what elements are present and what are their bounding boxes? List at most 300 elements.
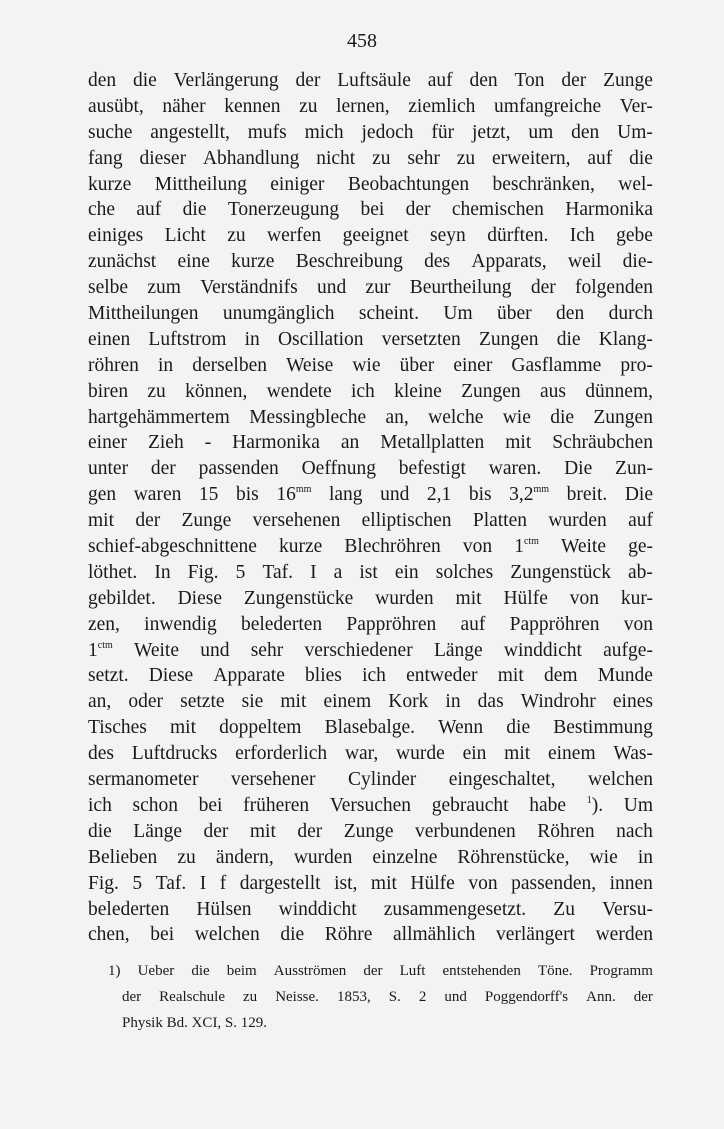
word: Versuchen — [329, 794, 412, 816]
word: der — [295, 70, 321, 91]
word: 1) — [108, 963, 121, 979]
word: aus — [539, 380, 566, 402]
text-line — [88, 353, 653, 379]
word: bei — [360, 199, 385, 221]
word: der — [135, 510, 161, 532]
word: Weite — [133, 639, 179, 661]
word: Platten — [472, 510, 528, 532]
word: Ton — [514, 70, 545, 91]
word: pro- — [620, 354, 653, 376]
word: Ann. — [586, 989, 616, 1005]
word: 5 — [235, 561, 246, 583]
word: Munde — [597, 665, 653, 687]
footnote-line — [108, 958, 653, 984]
text-line — [88, 197, 653, 223]
word: Zunge — [181, 510, 232, 532]
word: In — [154, 561, 171, 583]
text-line — [88, 172, 653, 198]
word: 2 — [418, 989, 427, 1005]
word: Ausströmen — [273, 963, 347, 979]
text-line — [88, 405, 653, 431]
word: kurze — [279, 536, 323, 558]
word: Luftdrucks — [131, 743, 218, 765]
word: einem — [547, 743, 596, 765]
text-line — [88, 249, 653, 275]
superscript: 1 — [586, 794, 592, 806]
word: und — [444, 989, 467, 1005]
word: wurden — [548, 510, 607, 532]
word: belederten — [240, 613, 323, 635]
word: röhren — [88, 354, 139, 376]
word: die — [280, 924, 305, 946]
word: Oeffnung — [301, 458, 376, 480]
word: setzt. — [88, 665, 129, 687]
word: mit — [249, 820, 276, 842]
word: zu — [299, 95, 318, 117]
text-line — [88, 456, 653, 482]
word: belederten — [88, 898, 170, 920]
word: ein — [462, 743, 487, 765]
word: eingeschaltet, — [448, 769, 556, 791]
word: der — [363, 963, 383, 979]
word: Harmonika — [232, 432, 320, 454]
word: habe — [529, 794, 567, 816]
word: Apparate — [213, 665, 285, 687]
word: Blechröhren — [344, 536, 441, 558]
word: dargestellt — [239, 872, 321, 894]
word: werden — [595, 924, 653, 946]
word: Kork — [388, 691, 429, 713]
word: welchen — [588, 769, 653, 791]
word: setzte — [180, 691, 225, 713]
word: zum — [147, 277, 181, 299]
word: Taf. — [155, 872, 187, 894]
word: Röhrenstücke, — [457, 846, 570, 868]
word: Um — [623, 794, 653, 816]
word: Hülsen — [196, 898, 252, 920]
word: sehr — [407, 147, 440, 169]
word: Metallplatten — [380, 432, 485, 454]
word: mufs — [247, 121, 287, 143]
word: suche — [88, 121, 133, 143]
word: Harmonika — [565, 199, 653, 221]
word: mit — [497, 665, 524, 687]
superscript: ctm — [97, 639, 113, 651]
word: mit — [88, 510, 115, 532]
word: zu — [243, 989, 258, 1005]
text-line — [88, 430, 653, 456]
word: das — [477, 691, 504, 713]
word: Versu- — [602, 898, 653, 920]
word: dieser — [139, 147, 187, 169]
word: ein — [394, 561, 419, 583]
word: Zu — [553, 898, 575, 920]
word: Töne. — [537, 963, 573, 979]
word: wendete — [266, 380, 332, 402]
word: in — [637, 846, 653, 868]
word: löthet. — [88, 561, 138, 583]
word: 15 — [198, 484, 219, 506]
word: Neisse. — [275, 989, 319, 1005]
word: welche — [428, 406, 484, 428]
word: eines — [612, 691, 653, 713]
word: Zungen — [593, 406, 653, 428]
word: geeignet — [342, 225, 409, 247]
word: bei — [198, 794, 223, 816]
word: die — [506, 717, 531, 739]
word: wel- — [618, 173, 653, 195]
word: Schräubchen — [552, 432, 653, 454]
page-number: 458 — [347, 30, 377, 52]
word: Zungen — [478, 328, 539, 350]
word: auf — [628, 510, 653, 532]
text-line — [88, 94, 653, 120]
word: sehr — [250, 639, 284, 661]
word: biren — [88, 380, 129, 402]
text-line — [88, 845, 653, 871]
word: Luftsäule — [337, 70, 411, 91]
word: breit. — [566, 484, 608, 506]
word: die — [629, 147, 653, 169]
word: von — [468, 872, 498, 894]
word: scheint. — [358, 303, 419, 325]
word: S. — [388, 989, 401, 1005]
word: die- — [622, 251, 653, 273]
word: durch — [608, 303, 653, 325]
word: zen, — [88, 613, 120, 635]
word: Die — [564, 458, 593, 480]
word: welchen — [194, 924, 260, 946]
word: kur- — [620, 587, 653, 609]
word: Hülfe — [410, 872, 455, 894]
word: Zungenstück — [510, 561, 611, 583]
word: an, — [385, 406, 409, 428]
word: von — [569, 587, 599, 609]
text-line — [88, 223, 653, 249]
word: in — [158, 354, 174, 376]
text-line — [88, 586, 653, 612]
word: zusammengesetzt. — [383, 898, 527, 920]
text-line — [88, 715, 653, 741]
word: die — [132, 70, 157, 91]
word: hartgehämmertem — [88, 406, 230, 428]
word: der — [150, 458, 176, 480]
word: von — [623, 613, 653, 635]
superscript: mm — [533, 484, 550, 496]
word: seyn — [430, 225, 466, 247]
text-line — [88, 327, 653, 353]
word: Tonerzeugung — [227, 199, 340, 221]
body-text — [88, 68, 653, 948]
word: gebildet. — [88, 587, 156, 609]
word: Röhre — [324, 924, 373, 946]
word: Zungenstücke — [243, 587, 354, 609]
word: befestigt — [398, 458, 466, 480]
word: lernen, — [336, 95, 390, 117]
word: werfen — [267, 225, 322, 247]
word: mit — [505, 432, 532, 454]
word: näher — [162, 95, 206, 117]
word: Verständnifs — [200, 277, 298, 299]
word: ich — [88, 794, 112, 816]
word: einzelne — [372, 846, 438, 868]
word: Pappröhren — [509, 613, 600, 635]
word: verschiedener — [304, 639, 413, 661]
word: versetzten — [381, 328, 461, 350]
word: versehener — [231, 769, 316, 791]
word: f — [219, 872, 227, 894]
word: Weite — [561, 536, 607, 558]
word: ausübt, — [88, 95, 144, 117]
word: $1^{ctm}$ — [514, 536, 539, 558]
word: den — [88, 70, 117, 91]
word: an — [340, 432, 360, 454]
word: ist — [359, 561, 378, 583]
word: entweder — [406, 665, 478, 687]
word: oder — [128, 691, 164, 713]
text-line — [88, 767, 653, 793]
word: unter — [88, 458, 129, 480]
word: die — [191, 963, 210, 979]
word: Cylinder — [348, 769, 417, 791]
text-line — [88, 897, 653, 923]
word: bis — [235, 484, 259, 506]
word: ziemlich — [408, 95, 476, 117]
word: waren — [133, 484, 182, 506]
word: um — [528, 121, 554, 143]
word: Programm — [589, 963, 653, 979]
word: über — [399, 354, 435, 376]
word: chen, — [88, 924, 130, 946]
word: zu — [456, 147, 476, 169]
word: erweitern, — [491, 147, 571, 169]
word: Beschreibung — [295, 251, 403, 273]
word: einiger — [270, 173, 325, 195]
word: 5 — [132, 872, 143, 894]
word: Bestimmung — [553, 717, 653, 739]
word: mit — [455, 587, 482, 609]
word: beschränken, — [492, 173, 595, 195]
word: verbundenen — [415, 820, 516, 842]
word: Pappröhren — [346, 613, 437, 635]
word: Ich — [569, 225, 595, 247]
footnote-line — [108, 984, 653, 1010]
word: Klang- — [598, 328, 653, 350]
word: die — [550, 406, 575, 428]
word: Ueber — [137, 963, 175, 979]
word: in — [445, 691, 461, 713]
word: Diese — [148, 665, 194, 687]
word: beim — [226, 963, 257, 979]
word: I — [199, 872, 207, 894]
text-line — [88, 275, 653, 301]
text-line — [88, 612, 653, 638]
word: mit — [280, 691, 307, 713]
word: fang — [88, 147, 123, 169]
word: der — [122, 989, 142, 1005]
word: ich — [350, 380, 375, 402]
word: von — [462, 536, 493, 558]
word: dem — [543, 665, 578, 687]
word: früheren — [243, 794, 310, 816]
word: dünnem, — [585, 380, 653, 402]
word: angestellt, — [150, 121, 230, 143]
word: selbe — [88, 277, 129, 299]
word: ändern, — [215, 846, 274, 868]
word: bei — [150, 924, 175, 946]
word: zunächst — [88, 251, 157, 273]
word: Realschule — [159, 989, 225, 1005]
word: che — [88, 199, 116, 221]
word: die — [182, 199, 207, 221]
word: winddicht — [503, 639, 582, 661]
word: Abhandlung — [202, 147, 300, 169]
word: Blasebalge. — [324, 717, 416, 739]
word: passenden — [198, 458, 279, 480]
word: versehenen — [252, 510, 341, 532]
text-line — [88, 560, 653, 586]
word: die — [556, 328, 581, 350]
word: einen — [88, 328, 131, 350]
word: wurde — [396, 743, 445, 765]
word: - — [204, 432, 212, 454]
word: gebraucht — [431, 794, 509, 816]
word: elliptischen — [361, 510, 452, 532]
word: doppeltem — [219, 717, 302, 739]
text-line — [88, 508, 653, 534]
word: einiges — [88, 225, 144, 247]
word: kurze — [88, 173, 132, 195]
word: ich — [362, 665, 386, 687]
word: Verlängerung — [173, 70, 279, 91]
word: auf — [587, 147, 613, 169]
word: $16^{mm}$ — [276, 484, 312, 506]
text-line — [88, 663, 653, 689]
word: inwendig — [144, 613, 217, 635]
word: sie — [241, 691, 264, 713]
text-line — [88, 482, 653, 508]
word: den — [469, 70, 498, 91]
word: $3,2^{mm}$ — [509, 484, 550, 506]
word: dürften. — [487, 225, 549, 247]
word: Hülfe — [503, 587, 548, 609]
word: jedoch — [361, 121, 414, 143]
word: $^1$). — [586, 794, 604, 816]
word: Windrohr — [520, 691, 596, 713]
word: Beurtheilung — [409, 277, 512, 299]
word: mit — [504, 743, 531, 765]
word: zu — [177, 846, 196, 868]
word: den — [571, 121, 600, 143]
text-line — [88, 741, 653, 767]
word: Fig. — [187, 561, 219, 583]
text-line — [88, 68, 653, 94]
word: wie — [589, 846, 618, 868]
word: Poggendorff's — [484, 989, 569, 1005]
word: Weise — [286, 354, 334, 376]
word: Zungen — [461, 380, 521, 402]
superscript: ctm — [523, 536, 539, 548]
word: Zieh — [147, 432, 184, 454]
word: I — [310, 561, 317, 583]
word: winddicht — [278, 898, 357, 920]
text-line — [88, 689, 653, 715]
word: eine — [177, 251, 210, 273]
word: allmählich — [393, 924, 476, 946]
word: Mittheilung — [154, 173, 247, 195]
word: und — [380, 484, 410, 506]
word: mich — [304, 121, 344, 143]
word: für — [431, 121, 455, 143]
word: war, — [344, 743, 379, 765]
word: Um- — [617, 121, 653, 143]
word: der — [297, 820, 323, 842]
word: Zunge — [603, 70, 653, 91]
word: einer — [88, 432, 127, 454]
word: Luftstrom — [148, 328, 227, 350]
word: der — [530, 277, 556, 299]
word: Röhren — [537, 820, 595, 842]
word: schon — [132, 794, 178, 816]
word: auf — [136, 199, 162, 221]
text-line — [88, 120, 653, 146]
word: die — [88, 820, 112, 842]
word: und — [200, 639, 230, 661]
word: zu — [372, 147, 391, 169]
footnotes — [108, 958, 653, 1036]
word: des — [88, 743, 114, 765]
word: der — [405, 199, 431, 221]
word: wurden — [375, 587, 434, 609]
word: auf — [427, 70, 453, 91]
word: innen — [609, 872, 653, 894]
text-line — [88, 379, 653, 405]
word: der — [561, 70, 587, 91]
word: derselben — [192, 354, 267, 376]
word: Licht — [164, 225, 206, 247]
text-line — [88, 793, 653, 819]
word: passenden, — [511, 872, 597, 894]
text-line — [88, 638, 653, 664]
word: blies — [305, 665, 342, 687]
word: zur — [365, 277, 391, 299]
text-line — [88, 922, 653, 948]
word: Was- — [613, 743, 653, 765]
word: Beobachtungen — [347, 173, 470, 195]
word: Zunge — [343, 820, 394, 842]
text-line — [88, 301, 653, 327]
word: jetzt, — [472, 121, 511, 143]
word: gebe — [616, 225, 653, 247]
word: unumgänglich — [222, 303, 335, 325]
text-line — [88, 146, 653, 172]
word: nicht — [316, 147, 356, 169]
word: $1^{ctm}$ — [88, 639, 113, 661]
superscript: mm — [295, 484, 312, 496]
word: Länge — [433, 639, 483, 661]
word: der — [633, 989, 653, 1005]
word: auf — [460, 613, 486, 635]
word: Messingbleche — [249, 406, 367, 428]
word: mit — [370, 872, 397, 894]
word: wie — [502, 406, 531, 428]
word: ab- — [628, 561, 653, 583]
word: zu — [147, 380, 166, 402]
word: Länge — [133, 820, 183, 842]
word: chemischen — [451, 199, 544, 221]
word: solches — [435, 561, 494, 583]
word: und — [316, 277, 347, 299]
